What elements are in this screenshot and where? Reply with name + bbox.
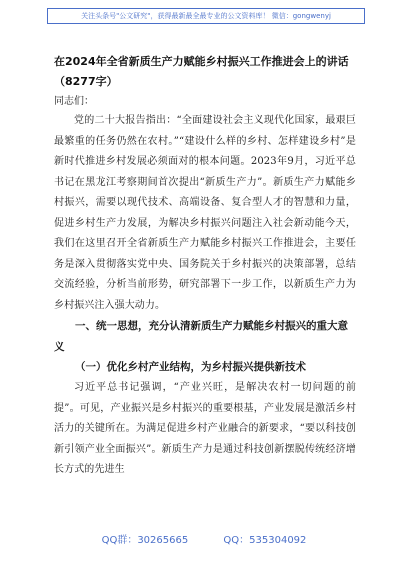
footer-qq: QQ：535304092 — [223, 535, 307, 546]
footer — [0, 531, 408, 546]
section-heading: 一、统一思想，充分认清新质生产力赋能乡村振兴的重大意义 — [54, 320, 348, 353]
header-banner: 关注头条号"公文研究"，获得最新最全最专业的公文资料库！ 微信：gongwenyj — [47, 8, 365, 24]
paragraph: 党的二十大报告指出：“全面建设社会主义现代化国家，最艰巨最繁重的任务仍然在农村。”“建设什么样的乡村、怎样建设乡村”是新时代推进乡村发展必须面对的根本问题。2023年9月，习近平总书记在黑龙江考察期间首次提出“新质生产力”。新质生产力赋能乡村振兴，需要以现代技术、高端设备、复合型人才的智慧和力量，促进乡村生产力发展，为解决乡村振兴问题注入社会新动能今天，我们在这里召开全省新质生产力赋能乡村振兴工作推进会，主要任务是深入贯彻落实党中央、国务院关于乡村振兴的决策部署，总结交流经验，分析当前形势，研究部署下一步工作，以新质生产力为乡村振兴注入强大动力。 — [54, 115, 356, 311]
salutation: 同志们： — [54, 96, 94, 107]
footer-qq-group: QQ群：30265665 — [101, 535, 189, 546]
subsection-heading: （一）优化乡村产业结构，为乡村振兴提供新技术 — [75, 361, 306, 373]
paragraph: 习近平总书记强调，“产业兴旺，是解决农村一切问题的前提”。可见，产业振兴是乡村振兴的重要根基，产业发展是激活乡村活力的关键所在。为满足促进乡村产业融合的新要求，“要以科技创新引领产业全面振兴”。新质生产力是通过科技创新摆脱传统经济增长方式的先进生 — [54, 382, 356, 475]
document-title: 在2024年全省新质生产力赋能乡村振兴工作推进会上的讲话（8277字） — [54, 55, 349, 88]
document-body — [54, 52, 356, 481]
